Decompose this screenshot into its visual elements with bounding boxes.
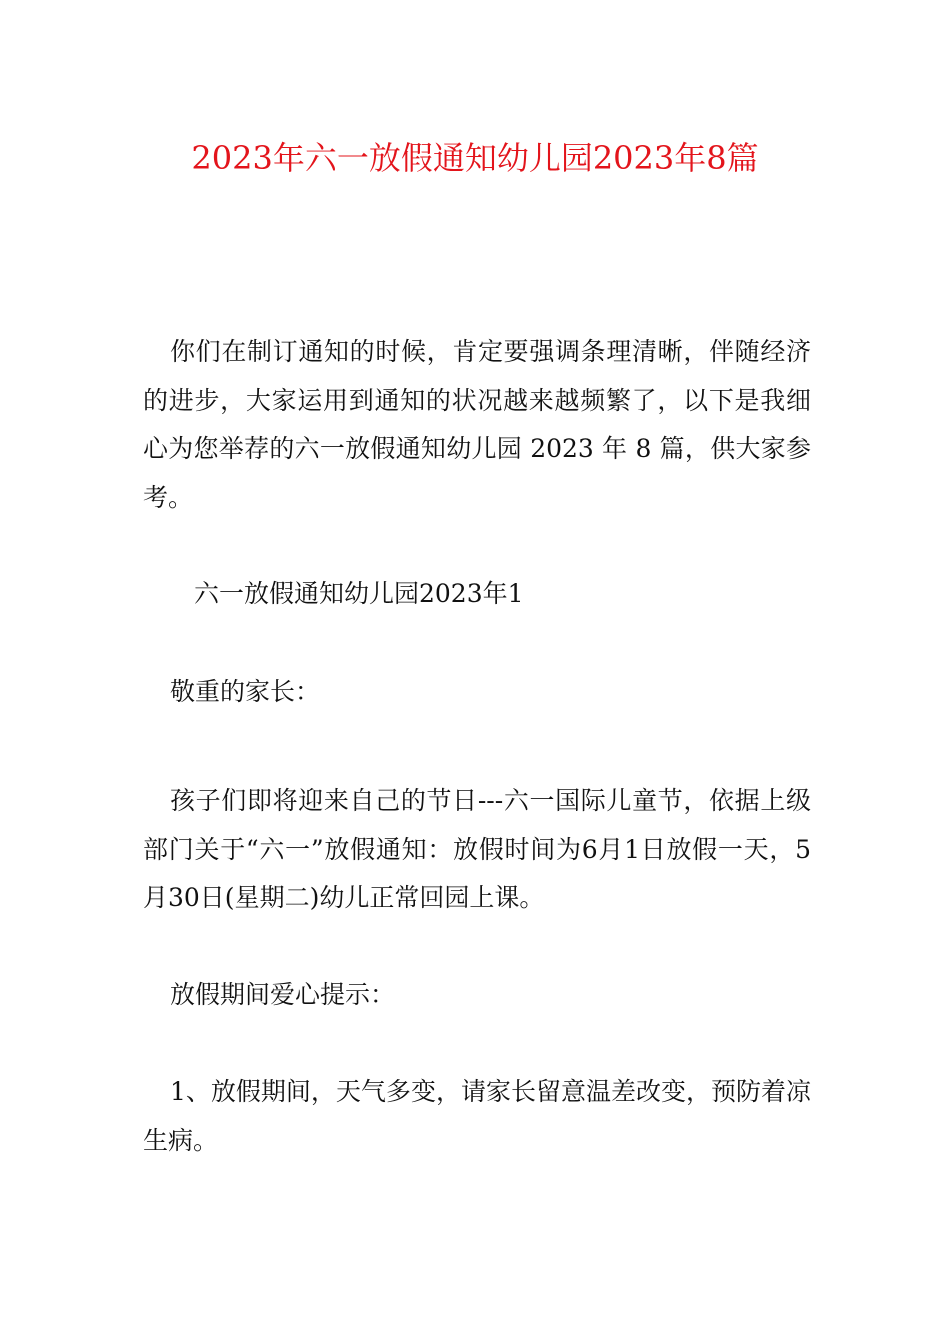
notice-paragraph: 孩子们即将迎来自己的节日---六一国际儿童节，依据上级部门关于“六一”放假通知：放假时间为6月1日放假一天，5月30日(星期二)幼儿正常回园上课。	[143, 786, 811, 912]
section-heading: 六一放假通知幼儿园2023年1	[194, 579, 524, 608]
intro-paragraph: 你们在制订通知的时候，肯定要强调条理清晰，伴随经济的进步，大家运用到通知的状况越来越频繁了，以下是我细心为您举荐的六一放假通知幼儿园 2023 年 8 篇，供大家参考。	[143, 337, 811, 512]
tips-heading: 放假期间爱心提示：	[170, 980, 396, 1009]
salutation: 敬重的家长：	[170, 677, 321, 706]
document-title: 2023年六一放假通知幼儿园2023年8篇	[191, 139, 759, 177]
tip-item: 1、放假期间，天气多变，请家长留意温差改变，预防着凉生病。	[143, 1077, 811, 1155]
